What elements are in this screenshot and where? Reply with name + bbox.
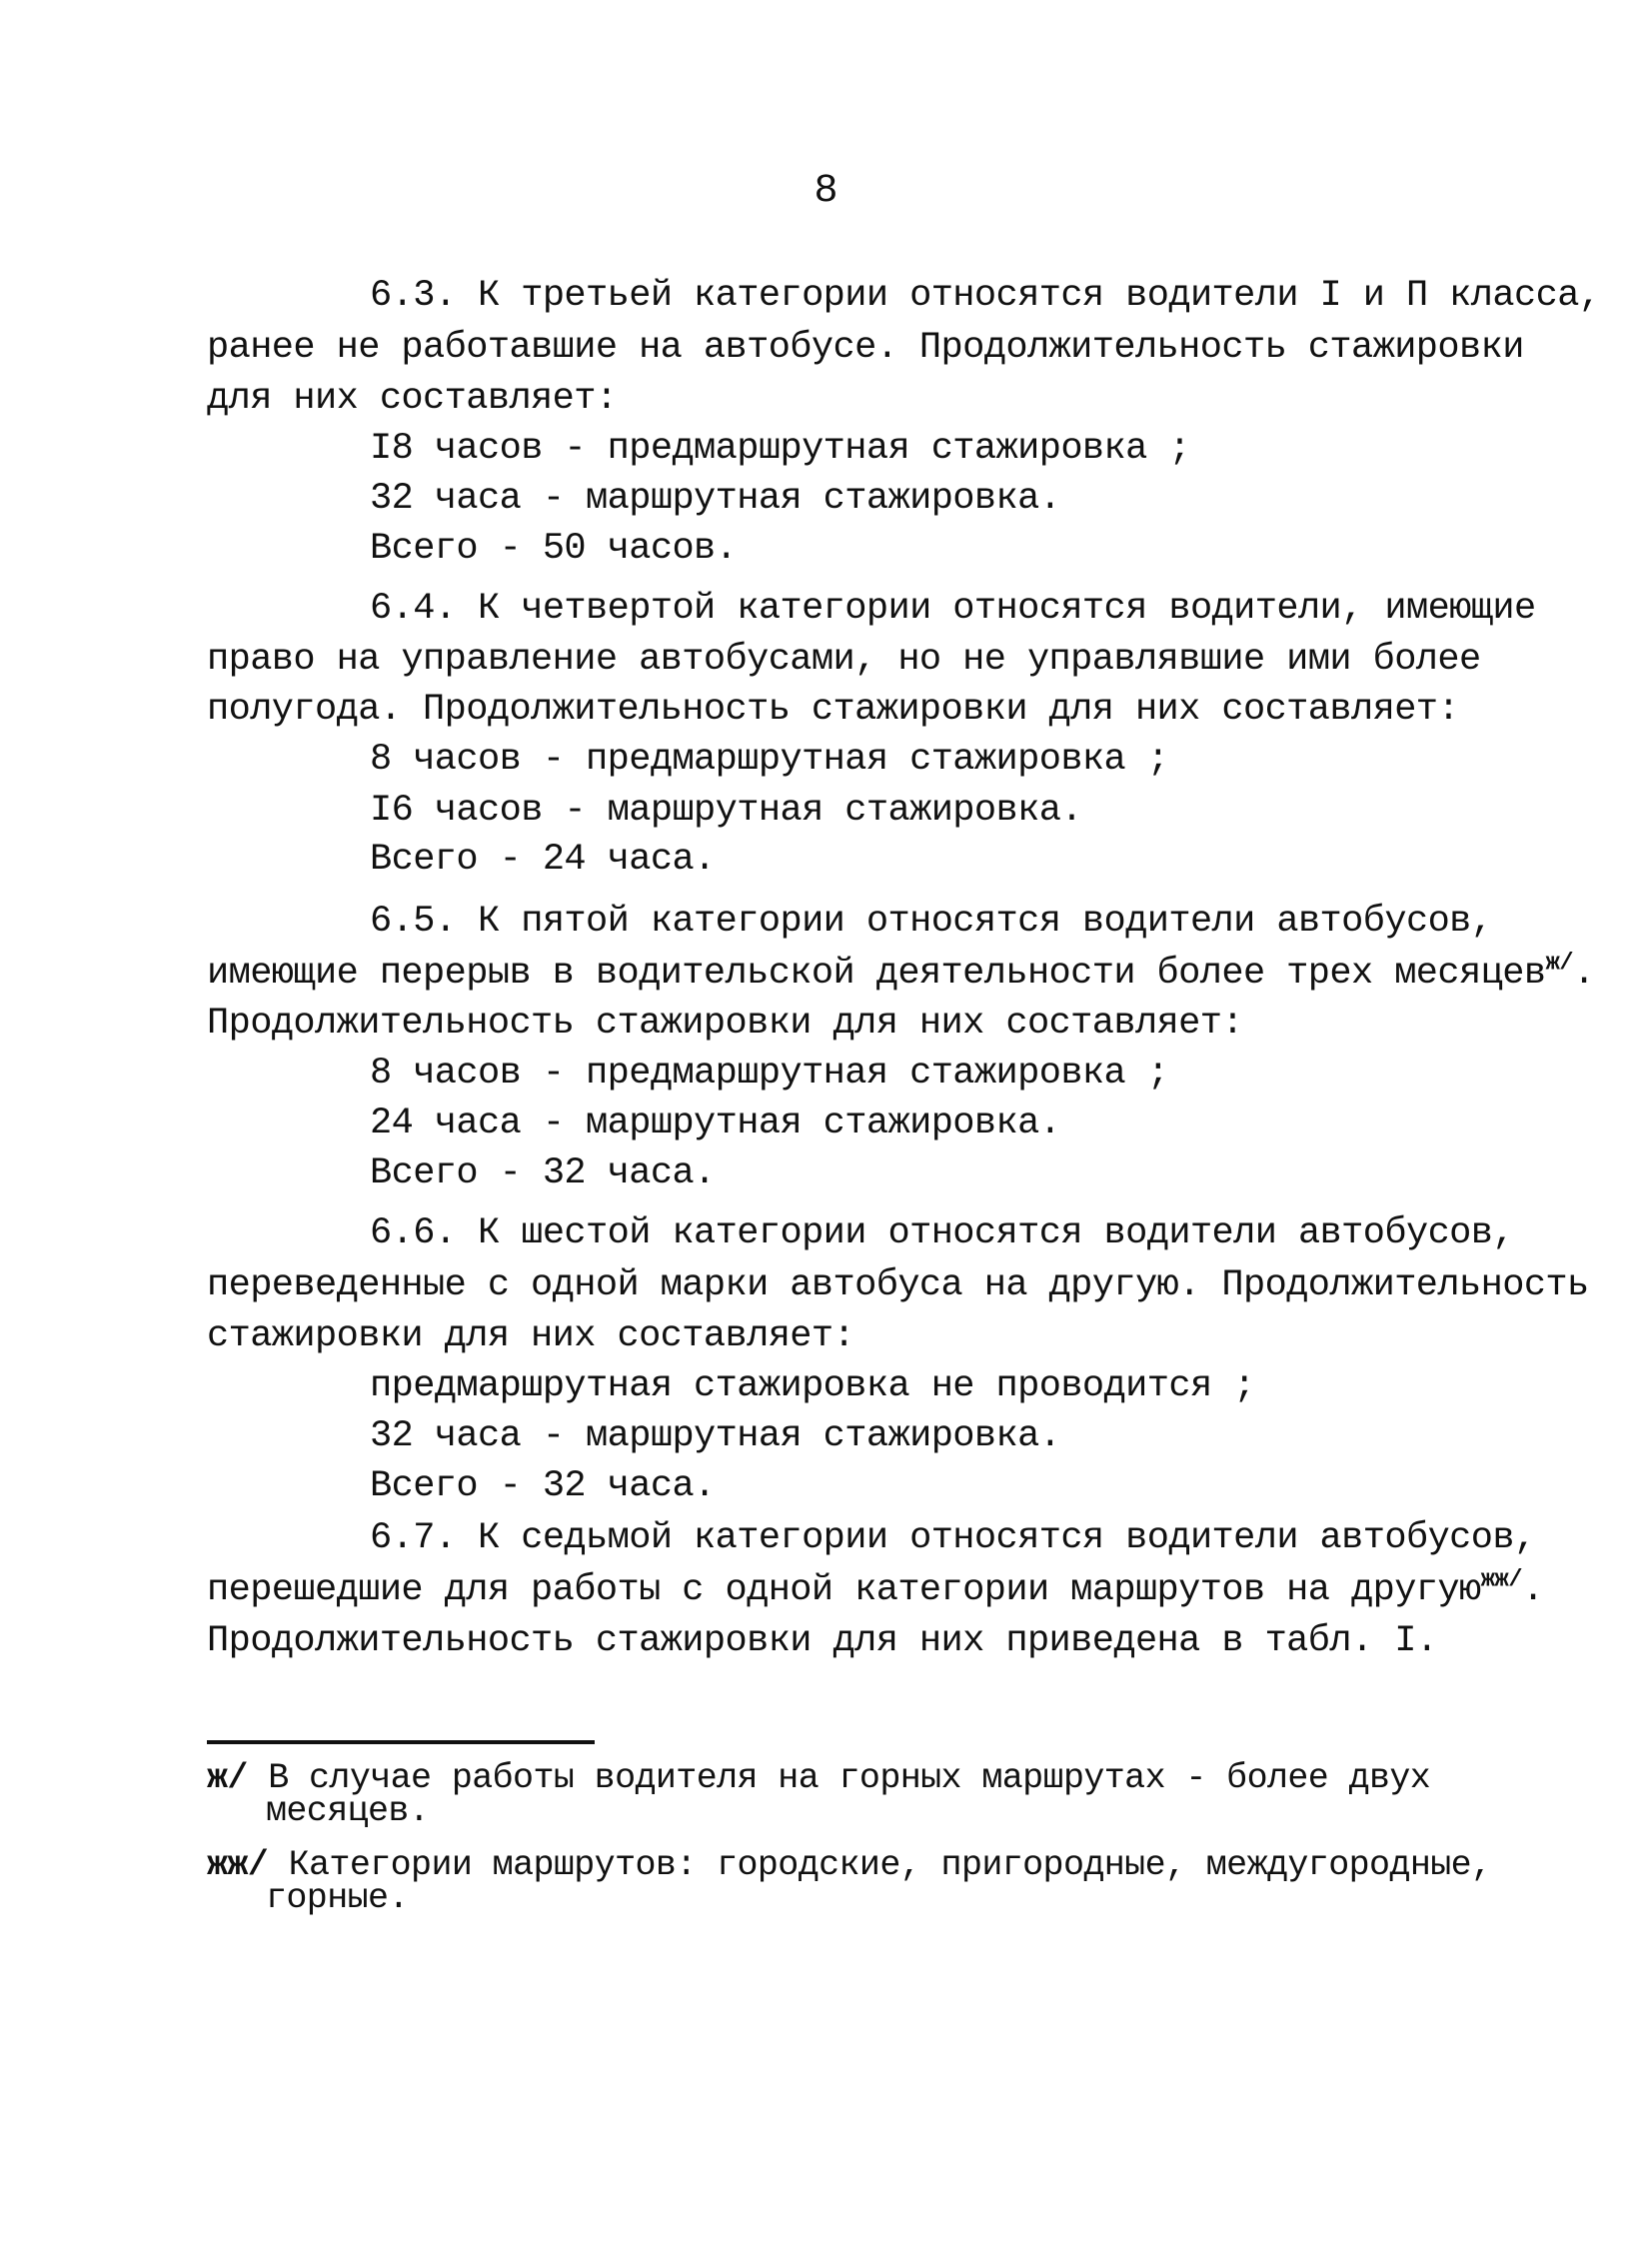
text-line: 6.7. К седьмой категории относятся водители автобусов, xyxy=(370,1517,1536,1559)
footnote-reference: жж/ xyxy=(1480,1566,1523,1594)
text-line: для них составляет: xyxy=(207,378,618,420)
text-line: право на управление автобусами, но не управлявшие ими более xyxy=(207,639,1481,681)
text-run: . xyxy=(1573,953,1595,995)
text-line: 6.6. К шестой категории относятся водители автобусов, xyxy=(370,1212,1514,1254)
text-run: перешедшие для работы с одной категории маршрутов на другую xyxy=(207,1569,1481,1611)
text-line: стажировки для них составляет: xyxy=(207,1315,855,1357)
footnote-line: горные. xyxy=(266,1878,409,1918)
text-line: переведенные с одной марки автобуса на другую. Продолжительность xyxy=(207,1264,1589,1306)
text-run: В случае работы водителя на горных маршрутах - более двух xyxy=(268,1758,1431,1798)
text-line: 6.5. К пятой категории относятся водители автобусов, xyxy=(370,901,1493,943)
text-line: 24 часа - маршрутная стажировка. xyxy=(370,1103,1061,1144)
text-line: 32 часа - маршрутная стажировка. xyxy=(370,1415,1061,1457)
footnote-line: месяцев. xyxy=(266,1791,430,1831)
text-line xyxy=(207,1566,1544,1614)
text-run: имеющие перерыв в водительской деятельности более трех месяцев xyxy=(207,953,1546,995)
text-line: 8 часов - предмаршрутная стажировка ; xyxy=(370,739,1169,781)
page-number: 8 xyxy=(814,169,838,214)
text-line: I6 часов - маршрутная стажировка. xyxy=(370,790,1082,832)
text-line: 32 часа - маршрутная стажировка. xyxy=(370,478,1061,520)
text-line: Продолжительность стажировки для них приведена в табл. I. xyxy=(207,1620,1438,1662)
text-line: Всего - 50 часов. xyxy=(370,528,738,570)
footnote-reference: ж/ xyxy=(1545,950,1574,978)
text-line: предмаршрутная стажировка не проводится ; xyxy=(370,1365,1255,1407)
text-line: 6.4. К четвертой категории относятся водители, имеющие xyxy=(370,588,1536,630)
footnote-mark: жж/ xyxy=(207,1845,269,1885)
text-line: Всего - 24 часа. xyxy=(370,839,716,881)
text-run: . xyxy=(1522,1569,1544,1611)
footnote-mark: ж/ xyxy=(207,1758,248,1798)
text-run: Категории маршрутов: городские, пригородные, междугородные, xyxy=(288,1845,1492,1885)
text-line: Продолжительность стажировки для них составляет: xyxy=(207,1003,1243,1045)
text-line xyxy=(207,950,1595,998)
text-line: полугода. Продолжительность стажировки для них составляет: xyxy=(207,689,1460,731)
text-line: 8 часов - предмаршрутная стажировка ; xyxy=(370,1053,1169,1095)
text-line: 6.3. К третьей категории относятся водители I и П класса, xyxy=(370,275,1601,317)
text-line: ранее не работавшие на автобусе. Продолжительность стажировки xyxy=(207,327,1524,369)
text-line: Всего - 32 часа. xyxy=(370,1465,716,1507)
text-line: I8 часов - предмаршрутная стажировка ; xyxy=(370,428,1190,470)
text-line: Всего - 32 часа. xyxy=(370,1152,716,1194)
footnote-separator xyxy=(207,1740,595,1744)
